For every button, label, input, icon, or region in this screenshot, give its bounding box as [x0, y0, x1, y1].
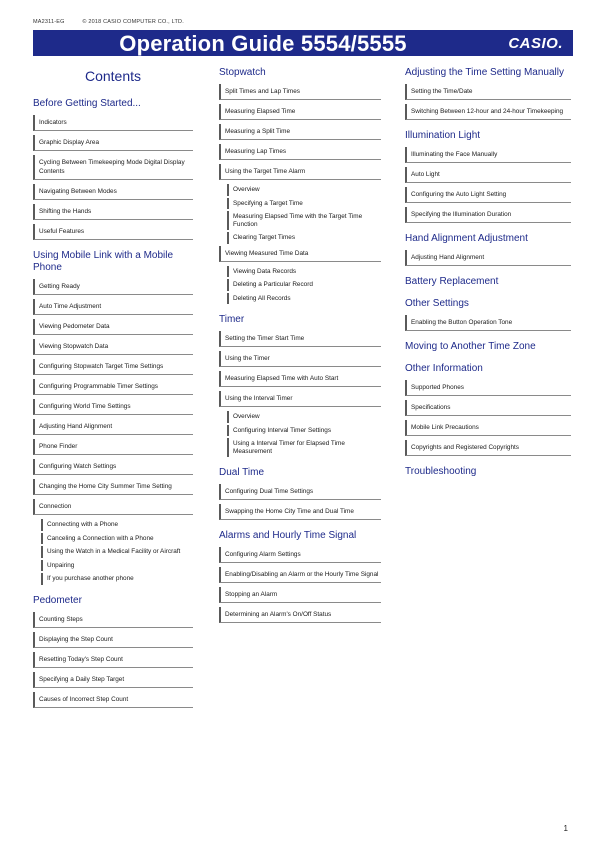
toc-link[interactable]: Causes of Incorrect Step Count — [33, 692, 193, 708]
section-heading[interactable]: Dual Time — [219, 467, 265, 478]
toc-sublink[interactable]: Using the Watch in a Medical Facility or Aircraft — [41, 546, 193, 558]
toc-link[interactable]: Swapping the Home City Time and Dual Time — [219, 504, 381, 520]
section-heading[interactable]: Before Getting Started... — [33, 98, 141, 109]
toc-sublink[interactable]: Overview — [227, 184, 381, 196]
toc-link[interactable]: Using the Interval Timer — [219, 391, 381, 407]
toc-column-3 — [405, 60, 571, 483]
toc-link[interactable]: Stopping an Alarm — [219, 587, 381, 603]
toc-link[interactable]: Graphic Display Area — [33, 135, 193, 151]
section-heading[interactable]: Pedometer — [33, 594, 82, 606]
toc-link[interactable]: Adjusting Hand Alignment — [33, 419, 193, 435]
toc-link[interactable]: Illuminating the Face Manually — [405, 147, 571, 163]
toc-link[interactable]: Shifting the Hands — [33, 204, 193, 220]
toc-link[interactable]: Measuring Elapsed Time with Auto Start — [219, 371, 381, 387]
toc-link[interactable]: Supported Phones — [405, 380, 571, 396]
toc-sublink[interactable]: Viewing Data Records — [227, 266, 381, 278]
toc-link[interactable]: Changing the Home City Summer Time Setting — [33, 479, 193, 495]
toc-link[interactable]: Displaying the Step Count — [33, 632, 193, 648]
toc-link[interactable]: Phone Finder — [33, 439, 193, 455]
toc-link[interactable]: Connection — [33, 499, 193, 515]
section-heading[interactable]: Other Settings — [405, 298, 469, 309]
toc-sublink[interactable]: Unpairing — [41, 560, 193, 572]
section-heading[interactable]: Timer — [219, 314, 245, 325]
toc-link[interactable]: Enabling the Button Operation Tone — [405, 315, 571, 331]
toc-column-1 — [33, 60, 193, 712]
toc-link[interactable]: Determining an Alarm's On/Off Status — [219, 607, 381, 623]
toc-sublink[interactable]: Deleting All Records — [227, 293, 381, 305]
toc-link[interactable]: Configuring the Auto Light Setting — [405, 187, 571, 203]
toc-link[interactable]: Cycling Between Timekeeping Mode Digital Display Contents — [33, 155, 193, 180]
toc-link[interactable]: Resetting Today's Step Count — [33, 652, 193, 668]
toc-link[interactable]: Counting Steps — [33, 612, 193, 628]
toc-link[interactable]: Measuring Lap Times — [219, 144, 381, 160]
toc-link[interactable]: Switching Between 12-hour and 24-hour Timekeeping — [405, 104, 571, 120]
toc-column-2 — [219, 60, 381, 627]
toc-link[interactable]: Getting Ready — [33, 279, 193, 295]
toc-link[interactable]: Configuring Watch Settings — [33, 459, 193, 475]
header-meta — [33, 19, 200, 25]
toc-link[interactable]: Configuring Stopwatch Target Time Settings — [33, 359, 193, 375]
page-title: Operation Guide 5554/5555 — [119, 31, 407, 56]
section-heading[interactable]: Other Information — [405, 363, 483, 374]
toc-sublink[interactable]: If you purchase another phone — [41, 573, 193, 585]
model-code: MA2311-EG — [33, 19, 65, 25]
toc-sublink[interactable]: Measuring Elapsed Time with the Target Time Function — [227, 211, 381, 230]
toc-sublink[interactable]: Configuring Interval Timer Settings — [227, 425, 381, 437]
toc-link[interactable]: Viewing Measured Time Data — [219, 246, 381, 262]
section-heading[interactable]: Stopwatch — [219, 67, 266, 78]
section-heading[interactable]: Hand Alignment Adjustment — [405, 233, 528, 244]
toc-link[interactable]: Setting the Timer Start Time — [219, 331, 381, 347]
toc-link[interactable]: Specifying the Illumination Duration — [405, 207, 571, 223]
toc-link[interactable]: Configuring World Time Settings — [33, 399, 193, 415]
toc-link[interactable]: Adjusting Hand Alignment — [405, 250, 571, 266]
toc-link[interactable]: Specifications — [405, 400, 571, 416]
toc-link[interactable]: Navigating Between Modes — [33, 184, 193, 200]
toc-link[interactable]: Measuring Elapsed Time — [219, 104, 381, 120]
toc-link[interactable]: Copyrights and Registered Copyrights — [405, 440, 571, 456]
toc-link[interactable]: Setting the Time/Date — [405, 84, 571, 100]
section-heading[interactable]: Troubleshooting — [405, 466, 477, 477]
toc-link[interactable]: Useful Features — [33, 224, 193, 240]
section-heading[interactable]: Adjusting the Time Setting Manually — [405, 67, 564, 78]
toc-link[interactable]: Using the Timer — [219, 351, 381, 367]
toc-link[interactable]: Mobile Link Precautions — [405, 420, 571, 436]
section-heading[interactable]: Moving to Another Time Zone — [405, 341, 536, 352]
toc-link[interactable]: Configuring Programmable Timer Settings — [33, 379, 193, 395]
toc-link[interactable]: Using the Target Time Alarm — [219, 164, 381, 180]
toc-link[interactable]: Enabling/Disabling an Alarm or the Hourly Time Signal — [219, 567, 381, 583]
toc-sublink[interactable]: Connecting with a Phone — [41, 519, 193, 531]
toc-sublink[interactable]: Specifying a Target Time — [227, 198, 381, 210]
section-heading[interactable]: Battery Replacement — [405, 276, 499, 287]
toc-link[interactable]: Specifying a Daily Step Target — [33, 672, 193, 688]
toc-link[interactable]: Indicators — [33, 115, 193, 131]
toc-link[interactable]: Configuring Alarm Settings — [219, 547, 381, 563]
toc-link[interactable]: Viewing Stopwatch Data — [33, 339, 193, 355]
copyright: © 2018 CASIO COMPUTER CO., LTD. — [82, 19, 184, 25]
toc-link[interactable]: Configuring Dual Time Settings — [219, 484, 381, 500]
contents-title: Contents — [84, 68, 142, 84]
brand-logo: CASIO. — [508, 35, 563, 52]
page-number: 1 — [563, 824, 568, 833]
toc-link[interactable]: Split Times and Lap Times — [219, 84, 381, 100]
toc-sublink[interactable]: Overview — [227, 411, 381, 423]
toc-link[interactable]: Viewing Pedometer Data — [33, 319, 193, 335]
toc-sublink[interactable]: Deleting a Particular Record — [227, 279, 381, 291]
title-banner — [33, 30, 573, 56]
toc-sublink[interactable]: Canceling a Connection with a Phone — [41, 533, 193, 545]
toc-sublink[interactable]: Using a Interval Timer for Elapsed Time Measurement — [227, 438, 381, 457]
section-heading[interactable]: Using Mobile Link with a Mobile Phone — [33, 250, 174, 273]
toc-sublink[interactable]: Clearing Target Times — [227, 232, 381, 244]
toc-link[interactable]: Measuring a Split Time — [219, 124, 381, 140]
toc-link[interactable]: Auto Light — [405, 167, 571, 183]
toc-link[interactable]: Auto Time Adjustment — [33, 299, 193, 315]
section-heading[interactable]: Alarms and Hourly Time Signal — [219, 530, 357, 541]
section-heading[interactable]: Illumination Light — [405, 130, 481, 141]
